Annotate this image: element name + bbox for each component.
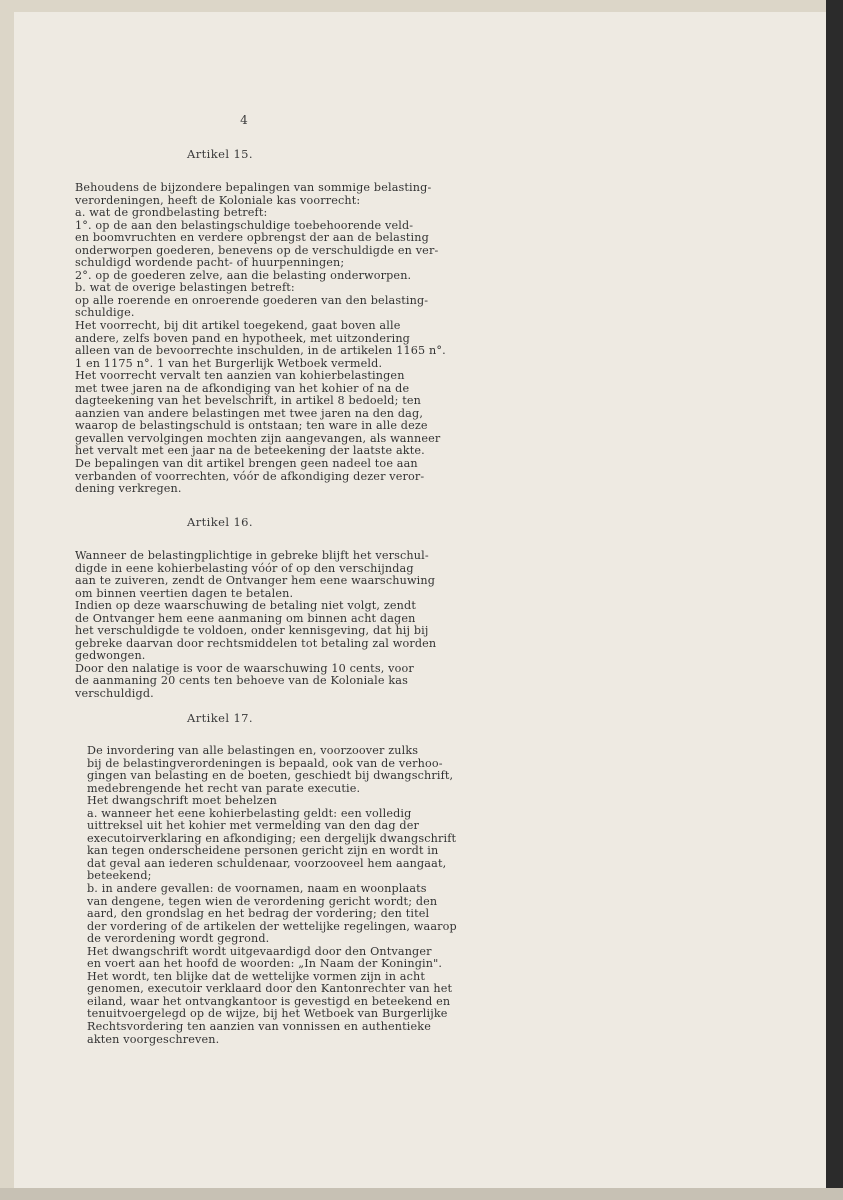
text-line: a. wat de grondbelasting betreft: bbox=[75, 206, 268, 220]
text-line: Door den nalatige is voor de waarschuwing 10 cents, voor bbox=[75, 661, 414, 675]
text-line: b. wat de overige belastingen betreft: bbox=[75, 281, 295, 295]
text-line: met twee jaren na de afkondiging van het kohier of na de bbox=[75, 381, 410, 395]
text-line: de Ontvanger hem eene aanmaning om binnen acht dagen bbox=[75, 611, 416, 625]
text-line: akten voorgeschreven. bbox=[87, 1032, 220, 1046]
text-line: eiland, waar het ontvangkantoor is gevestigd en beteekend en bbox=[87, 994, 451, 1008]
article-17-heading: Artikel 17. bbox=[187, 711, 253, 725]
text-line: het vervalt met een jaar na de beteekening der laatste akte. bbox=[75, 444, 425, 458]
text-line: verschuldigd. bbox=[75, 687, 154, 701]
text-line: waarop de belastingschuld is ontstaan; ten ware in alle deze bbox=[75, 419, 428, 433]
text-line: medebrengende het recht van parate executie. bbox=[87, 781, 361, 795]
text-line: gedwongen. bbox=[75, 649, 146, 663]
text-line: om binnen veertien dagen te betalen. bbox=[75, 586, 294, 600]
scan-border-bottom bbox=[0, 1188, 843, 1200]
text-line: schuldige. bbox=[75, 306, 135, 320]
text-line: Indien op deze waarschuwing de betaling niet volgt, zendt bbox=[75, 599, 416, 613]
text-line: Rechtsvordering ten aanzien van vonnissen en authentieke bbox=[87, 1020, 432, 1034]
text-line: dagteekening van het bevelschrift, in artikel 8 bedoeld; ten bbox=[75, 394, 421, 408]
text-line: beteekend; bbox=[87, 869, 152, 883]
article-17-body bbox=[87, 744, 457, 1046]
text-line: der vordering of de artikelen der wettelijke regelingen, waarop bbox=[87, 919, 457, 933]
text-line: dat geval aan iederen schuldenaar, voorzooveel hem aangaat, bbox=[87, 856, 447, 870]
text-line: alleen van de bevoorrechte inschulden, in de artikelen 1165 n°. bbox=[75, 344, 446, 358]
text-line: aard, den grondslag en het bedrag der vordering; den titel bbox=[87, 907, 430, 921]
text-line: uittreksel uit het kohier met vermelding van den dag der bbox=[87, 819, 419, 833]
text-line: Het dwangschrift wordt uitgevaardigd door den Ontvanger bbox=[87, 944, 432, 958]
page-number: 4 bbox=[240, 113, 248, 127]
text-line: verordeningen, heeft de Koloniale kas voorrecht: bbox=[75, 193, 361, 207]
text-line: Het voorrecht vervalt ten aanzien van kohierbelastingen bbox=[75, 369, 405, 383]
text-line: de verordening wordt gegrond. bbox=[87, 932, 270, 946]
article-16-body bbox=[75, 549, 437, 701]
text-line: kan tegen onderscheidene personen gericht zijn en wordt in bbox=[87, 844, 439, 858]
text-line: De bepalingen van dit artikel brengen geen nadeel toe aan bbox=[75, 457, 418, 471]
text-line: van dengene, tegen wien de verordening gericht wordt; den bbox=[87, 894, 438, 908]
text-line: aan te zuiveren, zendt de Ontvanger hem eene waarschuwing bbox=[75, 574, 436, 588]
text-line: a. wanneer het eene kohierbelasting geldt: een volledig bbox=[87, 806, 412, 820]
text-line: digde in eene kohierbelasting vóór of op den verschijndag bbox=[75, 561, 414, 575]
text-line: gebreke daarvan door rechtsmiddelen tot betaling zal worden bbox=[75, 636, 437, 650]
text-line: het verschuldigde te voldoen, onder kennisgeving, dat hij bij bbox=[75, 624, 429, 638]
text-line: gingen van belasting en de boeten, geschiedt bij dwangschrift, bbox=[87, 769, 454, 783]
text-line: en voert aan het hoofd de woorden: „In Naam der Koningin". bbox=[87, 957, 443, 971]
text-line: genomen, executoir verklaard door den Kantonrechter van het bbox=[87, 982, 453, 996]
text-line: bij de belastingverordeningen is bepaald, ook van de verhoo- bbox=[87, 756, 443, 770]
text-line: executoirverklaring en afkondiging; een dergelijk dwangschrift bbox=[87, 831, 457, 845]
text-line: verbanden of voorrechten, vóór de afkondiging dezer veror- bbox=[75, 469, 425, 483]
article-16-heading: Artikel 16. bbox=[187, 515, 253, 529]
text-line: b. in andere gevallen: de voornamen, naam en woonplaats bbox=[87, 882, 427, 896]
text-line: dening verkregen. bbox=[75, 482, 182, 496]
text-line: Het voorrecht, bij dit artikel toegekend, gaat boven alle bbox=[75, 319, 401, 333]
text-line: De invordering van alle belastingen en, voorzoover zulks bbox=[87, 744, 419, 757]
text-line: 1 en 1175 n°. 1 van het Burgerlijk Wetboek vermeld. bbox=[75, 356, 383, 370]
article-15-heading: Artikel 15. bbox=[187, 147, 253, 161]
text-line: de aanmaning 20 cents ten behoeve van de Koloniale kas bbox=[75, 674, 408, 688]
article-15-body bbox=[75, 181, 446, 496]
scan-border-right bbox=[826, 0, 843, 1200]
text-line: 2°. op de goederen zelve, aan die belasting onderworpen. bbox=[75, 268, 412, 282]
text-line: en boomvruchten en verdere opbrengst der aan de belasting bbox=[75, 231, 429, 245]
text-line: gevallen vervolgingen mochten zijn aangevangen, als wanneer bbox=[75, 431, 441, 445]
text-line: schuldigd wordende pacht- of huurpenningen; bbox=[75, 256, 345, 270]
text-line: andere, zelfs boven pand en hypotheek, met uitzondering bbox=[75, 331, 410, 345]
text-line: Behoudens de bijzondere bepalingen van sommige belasting- bbox=[75, 181, 432, 194]
text-line: Het dwangschrift moet behelzen bbox=[87, 794, 277, 808]
text-line: Wanneer de belastingplichtige in gebreke blijft het verschul- bbox=[75, 549, 429, 562]
text-line: tenuitvoergelegd op de wijze, bij het Wetboek van Burgerlijke bbox=[87, 1007, 448, 1021]
text-line: aanzien van andere belastingen met twee jaren na den dag, bbox=[75, 406, 424, 420]
text-line: Het wordt, ten blijke dat de wettelijke vormen zijn in acht bbox=[87, 969, 426, 983]
text-line: onderworpen goederen, benevens op de verschuldigde en ver- bbox=[75, 243, 439, 257]
text-line: 1°. op de aan den belastingschuldige toebehoorende veld- bbox=[75, 218, 414, 232]
text-line: op alle roerende en onroerende goederen van den belasting- bbox=[75, 293, 429, 307]
